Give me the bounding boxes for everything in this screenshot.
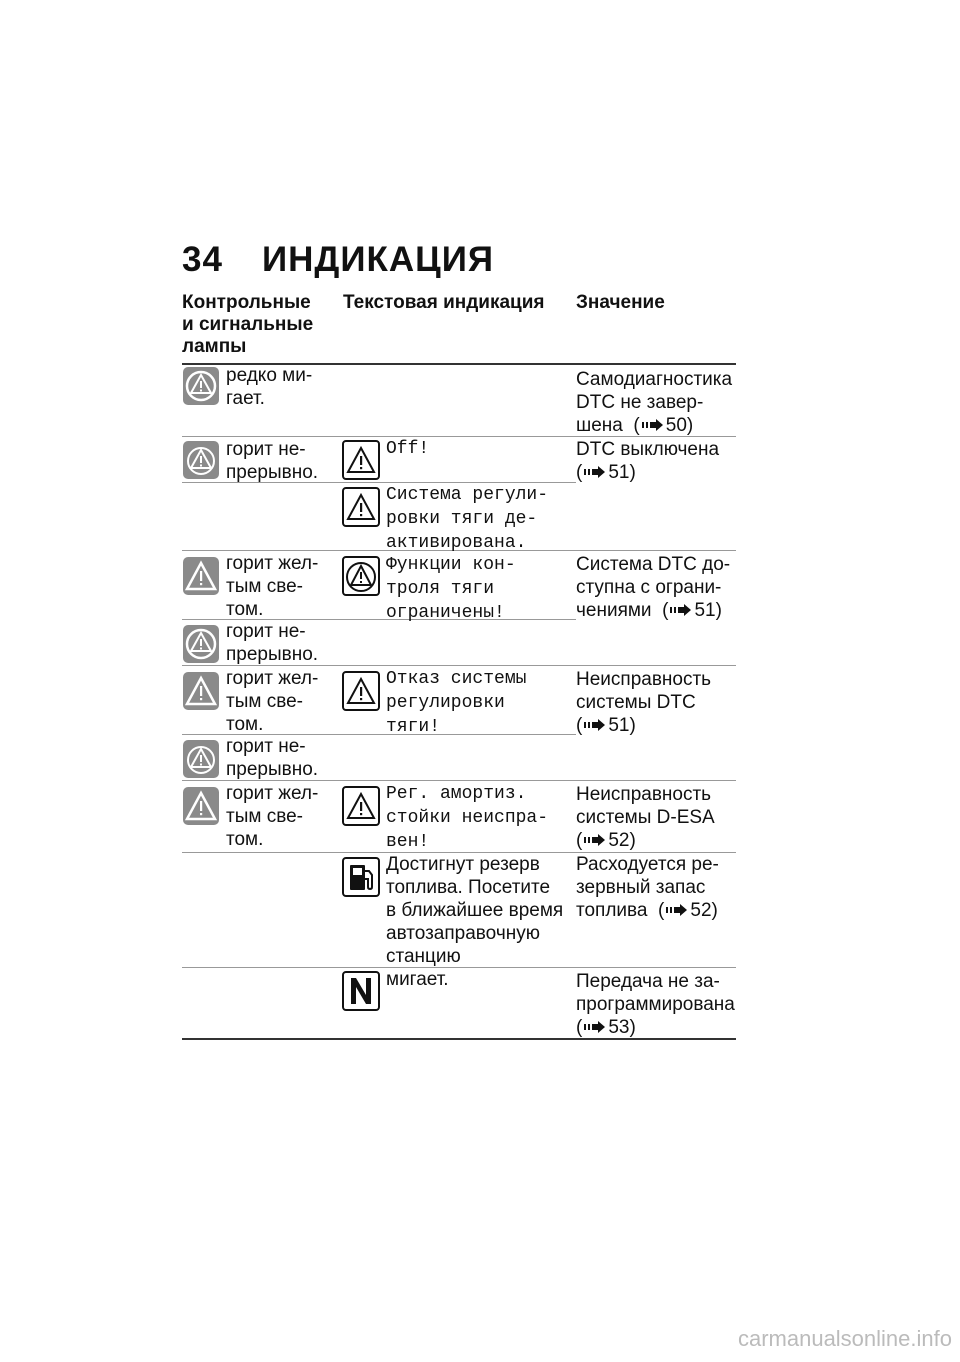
text-indication: Отказ системы регулировки тяги! — [386, 669, 527, 737]
warning-triangle-icon — [342, 440, 380, 480]
page-reference-arrow-icon — [584, 461, 606, 484]
page-title — [182, 240, 494, 280]
warning-triangle-lamp-icon — [182, 739, 220, 779]
lamp-state: редко ми- гает. — [226, 365, 313, 409]
page-reference[interactable]: 51 — [608, 462, 630, 483]
warning-triangle-icon — [342, 786, 380, 826]
warning-triangle-icon — [342, 671, 380, 711]
page-reference[interactable]: 50 — [665, 415, 687, 436]
meaning-text: Передача не за- программирована ( 53) — [576, 971, 735, 1038]
meaning-text: Неисправность системы DTC ( 51) — [576, 669, 712, 736]
page-reference[interactable]: 51 — [608, 715, 630, 736]
page-reference[interactable]: 52 — [690, 900, 712, 921]
lamp-state: горит жел- тым све- том. — [226, 783, 319, 850]
warning-triangle-lamp-icon — [182, 556, 220, 596]
text-indication: Функции кон- троля тяги ограничены! — [386, 555, 516, 623]
warning-triangle-lamp-icon — [182, 440, 220, 480]
meaning-text: DTC выключена ( 51) — [576, 439, 720, 483]
lamp-state: горит не- прерывно. — [226, 736, 319, 780]
warning-triangle-lamp-icon — [182, 786, 220, 826]
column-header-lamps: Контрольные и сигнальные лампы — [182, 292, 314, 357]
column-header-text: Текстовая индикация — [343, 292, 545, 313]
meaning-text: Расходуется ре- зервный запас топлива ( 52) — [576, 854, 719, 921]
text-indication: Рег. амортиз. стойки неиспра- вен! — [386, 784, 549, 852]
column-header-meaning: Значение — [576, 292, 665, 313]
text-indication: мигает. — [386, 969, 449, 990]
fuel-pump-icon — [342, 857, 380, 897]
chapter-title: ИНДИКАЦИЯ — [262, 240, 495, 279]
page-reference[interactable]: 52 — [608, 830, 630, 851]
neutral-gear-icon — [342, 971, 380, 1011]
dtc-lamp-icon — [182, 366, 220, 406]
lamp-state: горит не- прерывно. — [226, 439, 319, 483]
watermark: carmanualsonline.info — [737, 1326, 952, 1351]
lamp-state: горит не- прерывно. — [226, 621, 319, 665]
page-number: 34 — [182, 240, 223, 279]
page-reference[interactable]: 51 — [694, 600, 716, 621]
warning-triangle-icon — [342, 487, 380, 527]
dtc-lamp-icon — [182, 624, 220, 664]
page-reference-arrow-icon — [584, 1016, 606, 1039]
lamp-state: горит жел- тым све- том. — [226, 553, 319, 620]
page-reference[interactable]: 53 — [608, 1017, 630, 1038]
lamp-state: горит жел- тым све- том. — [226, 668, 319, 735]
page-reference-arrow-icon — [584, 829, 606, 852]
meaning-text: Неисправность системы D-ESA ( 52) — [576, 784, 715, 851]
warning-triangle-lamp-icon — [182, 671, 220, 711]
text-indication: Достигнут резерв топлива. Посетите в ближайшее время автозаправочную станцию — [386, 854, 564, 967]
text-indication: Off! — [386, 439, 430, 459]
meaning-text: Система DTC до- ступна с ограни- чениями ( 51) — [576, 554, 731, 621]
dtc-warning-icon — [342, 556, 380, 596]
page-reference-arrow-icon — [642, 414, 664, 437]
text-indication: Система регули- ровки тяги де- активирована. — [386, 485, 549, 553]
page-reference-arrow-icon — [666, 899, 688, 922]
page-reference-arrow-icon — [584, 714, 606, 737]
meaning-text: Самодиагностика DTC не завер- шена ( 50) — [576, 369, 733, 436]
page-reference-arrow-icon — [670, 599, 692, 622]
